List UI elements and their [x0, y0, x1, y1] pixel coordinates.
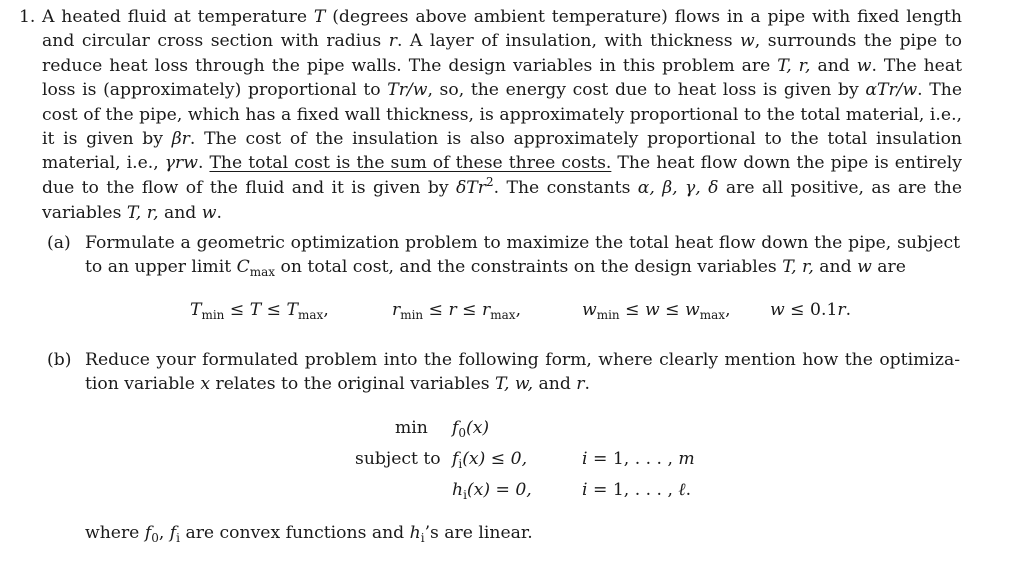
var-list: T, w,	[495, 374, 534, 395]
formulation-range-m	[582, 449, 695, 469]
comma: ,	[323, 300, 329, 320]
arg-x: (x)	[466, 418, 490, 438]
intro-text: . The cost of the pipe, which has a fixed wall thickness, is approximately proportional to the total material, i.e., it is given by	[42, 80, 962, 150]
subscript-i: i	[458, 457, 463, 471]
subscript-i: i	[176, 531, 180, 545]
intro-text: .	[216, 203, 222, 224]
var-w: w	[857, 257, 872, 278]
intro-text: . The cost of the insulation is also approximately proportional to the total insulation material, i.e.,	[42, 129, 962, 174]
comma: ,	[515, 300, 522, 320]
superscript-2: 2	[485, 174, 494, 189]
var-w: w	[740, 31, 755, 52]
var-w: w	[685, 300, 700, 320]
var-f: f	[452, 449, 459, 469]
period: .	[845, 300, 852, 320]
var-r: r	[448, 300, 457, 320]
subscript-0: 0	[151, 531, 159, 545]
var-f: f	[169, 523, 177, 543]
intro-text: . The heat loss is (approximately) proportional to	[42, 55, 962, 101]
underlined-sentence: The total cost is the sum of these three costs.	[209, 153, 612, 174]
var-m: m	[678, 449, 695, 469]
subscript-i: i	[420, 531, 425, 545]
constraint-w-ratio	[770, 300, 851, 320]
part-a-text	[47, 231, 960, 281]
part-b-sentence: .	[584, 374, 590, 395]
range-text: = 1, . . . ,	[587, 480, 679, 500]
comma: ,	[725, 300, 731, 320]
intro-text: (degrees above ambient temperature) flows in a pipe with fixed length and circular cross section with radius	[42, 7, 962, 52]
math-alpha-tr-over-w: αTr/w	[865, 80, 918, 101]
var-list: T, r,	[782, 257, 814, 278]
intro-text: .	[197, 153, 210, 174]
var-i: i	[582, 449, 588, 469]
constraint-T	[190, 300, 329, 320]
part-a-sentence: on total cost, and the constraints on the design variables	[275, 257, 783, 278]
var-r: r	[392, 300, 401, 320]
formulation-equality	[452, 480, 532, 500]
var-f: f	[144, 523, 152, 543]
part-b-sentence: and	[533, 374, 577, 395]
subscript-min: min	[596, 308, 620, 322]
constraint-w	[582, 300, 731, 320]
subscript-0: 0	[458, 426, 467, 440]
subscript-min: min	[201, 308, 225, 322]
var-T: T	[249, 300, 262, 320]
formulation-inequality	[452, 449, 527, 469]
part-b-sentence: relates to the original variables	[210, 374, 496, 395]
math-beta-r: βr	[171, 129, 190, 150]
le-sign: ≤	[456, 300, 483, 320]
le-sign: ≤	[659, 300, 686, 320]
intro-text: are all positive, as are the variables	[42, 177, 962, 224]
math-gamma-rw: γrw	[164, 153, 198, 174]
subscript-max: max	[298, 308, 324, 322]
le-sign: ≤	[224, 300, 250, 320]
intro-text: . The constants	[493, 177, 638, 198]
subscript-max: max	[699, 308, 726, 322]
var-T: T	[286, 300, 299, 320]
formulation-objective	[452, 418, 489, 438]
part-a-sentence: and	[813, 257, 858, 278]
subscript-i: i	[463, 488, 467, 502]
var-i: i	[582, 480, 588, 500]
comma: ,	[158, 523, 170, 543]
range-text: = 1, . . . ,	[587, 449, 679, 469]
eq-expr: (x) = 0,	[466, 480, 532, 500]
part-a-sentence: Formulate a geometric optimization problem to maximize the total heat flow down the pipe, subject to an upper limit	[85, 233, 960, 278]
formulation-subject-to: subject to	[355, 449, 441, 469]
period: .	[685, 480, 692, 500]
var-w: w	[770, 300, 785, 320]
le-sign: ≤	[261, 300, 287, 320]
var-f: f	[452, 418, 459, 438]
math-tr-over-w: Tr/w	[387, 80, 428, 101]
where-text: where	[85, 523, 145, 543]
intro-text: , surrounds the pipe to reduce heat loss through the pipe walls. The design variables in this problem are	[42, 31, 962, 76]
var-r: r	[482, 300, 491, 320]
intro-text: . A layer of insulation, with thickness	[396, 31, 741, 52]
var-list: T, r,	[777, 55, 811, 76]
var-list: T, r,	[126, 203, 159, 224]
where-text: ’s are linear.	[424, 523, 533, 543]
var-w: w	[856, 55, 872, 76]
var-w: w	[582, 300, 597, 320]
var-w: w	[645, 300, 660, 320]
problem-number: 1.	[19, 7, 36, 27]
math-delta-tr: δTr	[455, 177, 486, 198]
part-b-text	[47, 348, 960, 397]
var-T: T	[313, 7, 326, 27]
intro-text: A heated fluid at temperature	[42, 7, 314, 27]
var-C: C	[236, 257, 250, 278]
where-line	[85, 523, 533, 543]
formulation-range-l	[582, 480, 691, 500]
var-h: h	[452, 480, 464, 500]
var-r: r	[576, 374, 585, 395]
part-a-sentence: are	[871, 257, 906, 278]
intro-text: and	[158, 203, 202, 224]
math-constants: α, β, γ, δ	[637, 177, 719, 198]
intro-text: The heat flow down the pipe is entirely due to the flow of the fluid and it is given by	[42, 153, 962, 198]
var-T: T	[190, 300, 202, 320]
part-b-label: (b)	[47, 350, 72, 370]
intro-text: , so, the energy cost due to heat loss is given by	[427, 80, 866, 101]
var-h: h	[409, 523, 421, 543]
var-r: r	[837, 300, 846, 320]
part-b-sentence: Reduce your formulated problem into the following form, where clearly mention how the optimiza- tion variable	[85, 350, 960, 395]
subscript-min: min	[400, 308, 424, 322]
var-l: ℓ	[678, 480, 686, 500]
var-r: r	[388, 31, 397, 52]
le-sign: ≤	[619, 300, 645, 320]
where-text: are convex functions and	[179, 523, 410, 543]
subscript-max: max	[249, 265, 276, 280]
ineq-expr: (x) ≤ 0,	[462, 449, 528, 469]
part-a-label: (a)	[47, 233, 71, 253]
var-w: w	[201, 203, 217, 224]
le-value: ≤ 0.1	[784, 300, 838, 320]
problem-1-statement	[19, 5, 962, 226]
formulation-min-word: min	[395, 418, 428, 438]
subscript-max: max	[490, 308, 516, 322]
le-sign: ≤	[423, 300, 449, 320]
constraint-r	[392, 300, 521, 320]
var-x: x	[200, 374, 211, 395]
intro-text: and	[810, 55, 857, 76]
